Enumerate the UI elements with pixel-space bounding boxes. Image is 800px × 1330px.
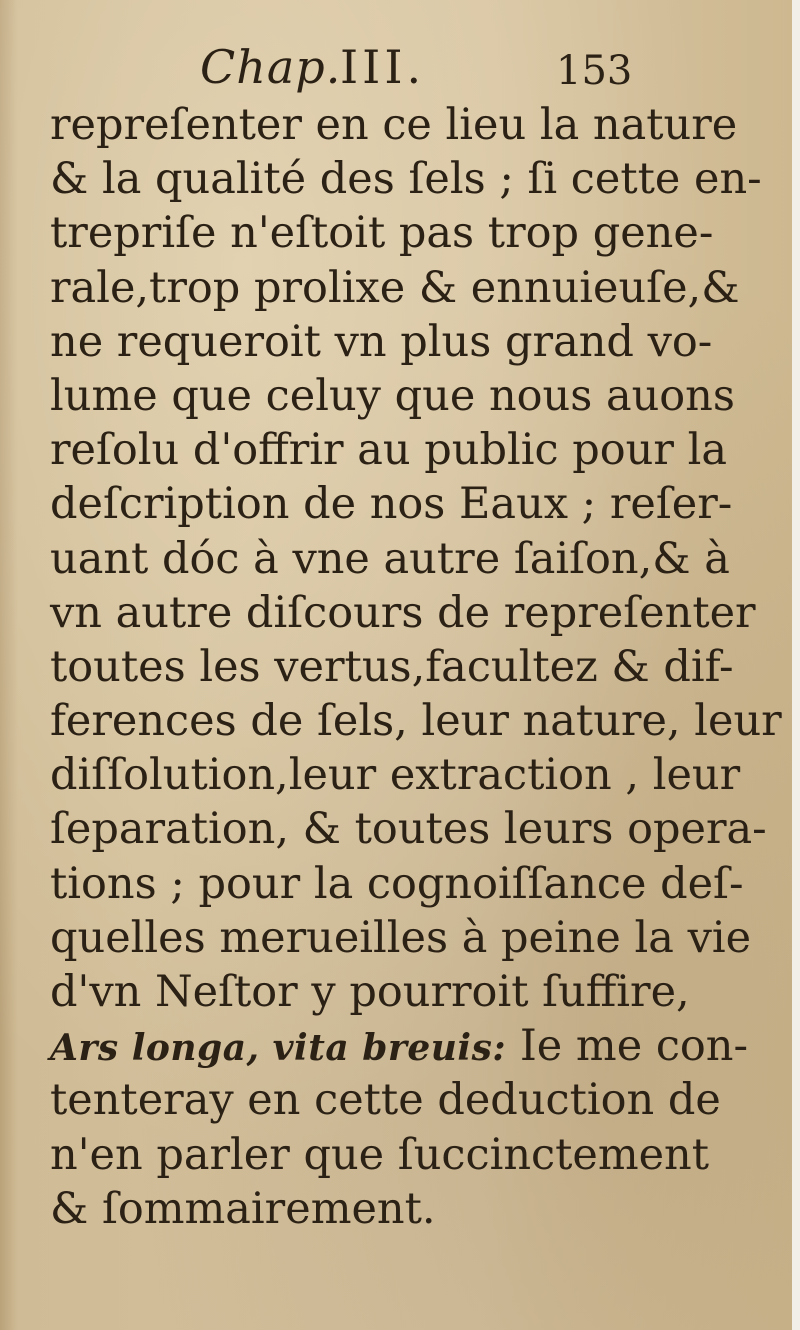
text-line: quelles merueilles à peine la vie xyxy=(50,912,752,963)
latin-phrase: Ars longa, vita breuis: xyxy=(50,1027,507,1070)
text-line: repreſenter en ce lieu la nature xyxy=(50,100,738,150)
chapter-label: Chap. xyxy=(200,40,342,94)
text-line: n'en parler que ſuccinctement xyxy=(50,1129,710,1180)
text-line: & ſommairement. xyxy=(50,1183,436,1234)
running-head xyxy=(0,40,800,102)
text-line: vn autre diſcours de repreſenter xyxy=(50,587,756,638)
text-line: uant dóc à vne autre ſaiſon,& à xyxy=(50,533,730,584)
text-line: ne requeroit vn plus grand vo- xyxy=(50,316,713,367)
chapter-number: III. xyxy=(340,40,426,94)
body-text xyxy=(50,98,782,1236)
text-line: tions ; pour la cognoiſſance deſ- xyxy=(50,858,744,909)
text-line: & la qualité des ſels ; ſi cette en- xyxy=(50,154,762,205)
text-line: toutes les vertus,facultez & dif- xyxy=(50,641,734,692)
text-line: reſolu d'offrir au public pour la xyxy=(50,425,727,476)
text-line: d'vn Neſtor y pourroit ſuffire, xyxy=(50,967,690,1017)
text-line: rale,trop prolixe & ennuieuſe,& xyxy=(50,262,740,313)
text-line: ſeparation, & toutes leurs opera- xyxy=(50,804,767,855)
latin-line-rest: Ie me con- xyxy=(506,1021,749,1072)
text-line: lume que celuy que nous auons xyxy=(50,370,735,421)
text-line: diſſolution,leur extraction , leur xyxy=(50,750,741,801)
text-line: tenteray en cette deduction de xyxy=(50,1075,721,1126)
latin-text-line xyxy=(50,1019,749,1073)
text-line: ferences de ſels, leur nature, leur xyxy=(50,696,782,747)
page-number: 153 xyxy=(556,48,633,94)
text-line: trepriſe n'eſtoit pas trop gene- xyxy=(50,208,714,259)
text-line: deſcription de nos Eaux ; reſer- xyxy=(50,479,733,530)
